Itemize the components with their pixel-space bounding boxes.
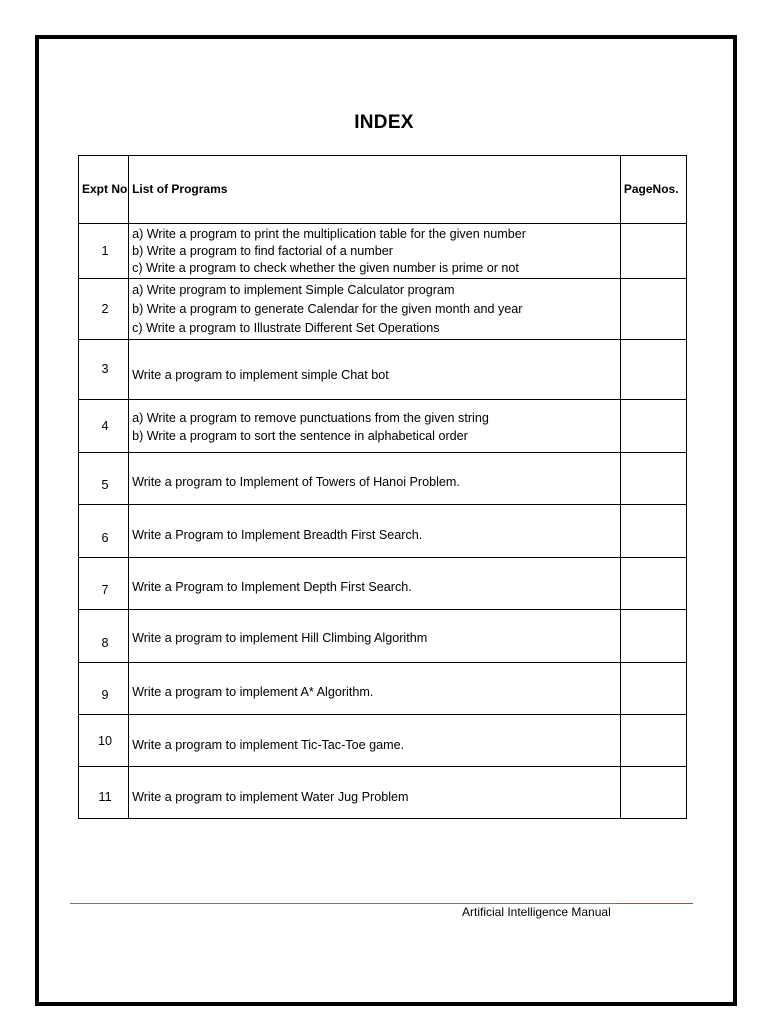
page-border-bottom-rule xyxy=(35,1004,733,1005)
page-number-cell xyxy=(620,279,686,340)
program-cell xyxy=(129,400,621,453)
table-row xyxy=(79,715,687,767)
expt-number: 5 xyxy=(79,453,129,505)
table-header-row xyxy=(79,156,687,224)
table-row xyxy=(79,453,687,505)
program-line: Write a program to implement Tic-Tac-Toe game. xyxy=(132,737,405,752)
program-line: Write a Program to Implement Depth First Search. xyxy=(132,580,412,594)
program-line: a) Write a program to print the multiplication table for the given number xyxy=(132,226,526,241)
table-row xyxy=(79,767,687,819)
program-cell xyxy=(129,453,621,505)
page-number-cell xyxy=(620,767,686,819)
table-row xyxy=(79,224,687,279)
page-number-cell xyxy=(620,715,686,767)
program-line: b) Write a program to generate Calendar for the given month and year xyxy=(132,301,523,316)
program-line: Write a Program to Implement Breadth First Search. xyxy=(132,527,423,542)
index-table xyxy=(78,155,687,819)
table-row xyxy=(79,558,687,610)
program-line: a) Write a program to remove punctuations from the given string xyxy=(132,411,489,425)
header-list-of-programs: List of Programs xyxy=(129,156,621,224)
header-page-nos: PageNos. xyxy=(620,156,686,224)
expt-number: 9 xyxy=(79,663,129,715)
expt-number: 1 xyxy=(79,224,129,279)
program-line: b) Write a program to sort the sentence in alphabetical order xyxy=(132,429,468,443)
table-row xyxy=(79,400,687,453)
program-cell xyxy=(129,340,621,400)
page-number-cell xyxy=(620,505,686,558)
table-row xyxy=(79,340,687,400)
page-number-cell xyxy=(620,400,686,453)
table-row xyxy=(79,663,687,715)
table-row xyxy=(79,505,687,558)
program-cell xyxy=(129,558,621,610)
expt-number: 7 xyxy=(79,558,129,610)
program-line: b) Write a program to find factorial of a number xyxy=(132,243,393,258)
program-cell xyxy=(129,767,621,819)
expt-number: 8 xyxy=(79,610,129,663)
page-number-cell xyxy=(620,224,686,279)
header-expt-no: Expt No xyxy=(79,156,129,224)
expt-number: 6 xyxy=(79,505,129,558)
program-cell xyxy=(129,505,621,558)
footer-rule-accent xyxy=(616,903,693,904)
index-title: INDEX xyxy=(354,112,414,133)
program-line: Write a program to Implement of Towers of Hanoi Problem. xyxy=(132,474,460,489)
page-number-cell xyxy=(620,558,686,610)
footer-manual-title: Artificial Intelligence Manual xyxy=(462,905,611,919)
table-row xyxy=(79,610,687,663)
program-line: c) Write a program to Illustrate Different Set Operations xyxy=(132,320,440,335)
program-cell xyxy=(129,715,621,767)
page-number-cell xyxy=(620,610,686,663)
expt-number: 2 xyxy=(79,279,129,340)
table-row xyxy=(79,279,687,340)
program-line: Write a program to implement simple Chat bot xyxy=(132,368,389,382)
page-number-cell xyxy=(620,453,686,505)
expt-number: 3 xyxy=(79,340,129,400)
program-line: Write a program to implement Water Jug Problem xyxy=(132,789,409,804)
program-cell xyxy=(129,663,621,715)
footer-rule xyxy=(70,903,616,904)
program-line: a) Write program to implement Simple Calculator program xyxy=(132,282,455,297)
expt-number: 10 xyxy=(79,715,129,767)
program-cell xyxy=(129,224,621,279)
expt-number: 4 xyxy=(79,400,129,453)
program-cell xyxy=(129,279,621,340)
page-number-cell xyxy=(620,340,686,400)
program-line: Write a program to implement Hill Climbing Algorithm xyxy=(132,631,428,645)
program-line: c) Write a program to check whether the given number is prime or not xyxy=(132,260,519,275)
program-cell xyxy=(129,610,621,663)
expt-number: 11 xyxy=(79,767,129,819)
page-number-cell xyxy=(620,663,686,715)
program-line: Write a program to implement A* Algorithm. xyxy=(132,684,374,699)
